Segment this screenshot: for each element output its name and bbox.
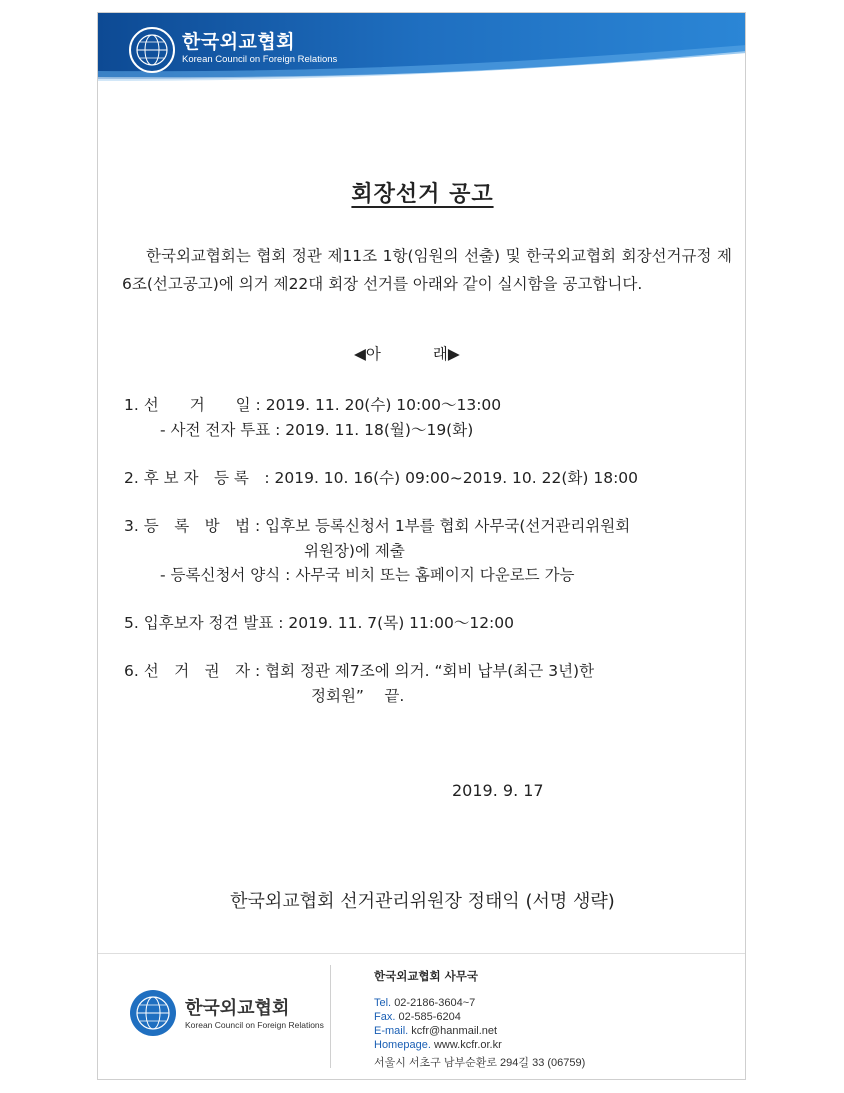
arae-heading (354, 342, 460, 364)
letterhead-banner (98, 13, 746, 97)
item-registration-method-cont: 위원장)에 제출 (304, 542, 405, 560)
fax-value: 02-585-6204 (398, 1011, 461, 1023)
contact-fax (374, 1011, 461, 1023)
footer-org-name: 한국외교협회 (185, 998, 290, 1019)
notice-date: 2019. 9. 17 (452, 781, 544, 800)
item-voters-cont: 정회원” 끝. (311, 687, 405, 705)
header-org-name: 한국외교협회 (182, 31, 296, 53)
notice-signer: 한국외교협회 선거관리위원장 정태익 (서명 생략) (230, 891, 615, 912)
arae-right: 래▶ (432, 345, 460, 363)
item-election-date: 1. 선 거 일 : 2019. 11. 20(수) 10:00～13:00 (124, 396, 502, 414)
homepage-label: Homepage. (374, 1039, 431, 1051)
item-voters: 6. 선 거 권 자 : 협회 정관 제7조에 의거. “회비 납부(최근 3년)한 (124, 662, 595, 680)
arae-left: ◀아 (354, 345, 381, 363)
item-registration-method: 3. 등 록 방 법 : 입후보 등록신청서 1부를 협회 사무국(선거관리위원회 (124, 517, 631, 535)
homepage-link[interactable]: www.kcfr.or.kr (433, 1039, 502, 1051)
notice-intro: 한국외교협회는 협회 정관 제11조 1항(임원의 선출) 및 한국외교협회 회장선거규정 제6조(선고공고)에 의거 제22대 회장 선거를 아래와 같이 실시함을 공고합니다. (122, 247, 732, 293)
footer-org-name-en: Korean Council on Foreign Relations (185, 1020, 324, 1030)
notice-title: 회장선거 공고 (351, 182, 494, 207)
tel-value: 02-2186-3604~7 (394, 997, 476, 1009)
notice-sheet (97, 12, 746, 1080)
header-org-name-en: Korean Council on Foreign Relations (182, 54, 338, 65)
contact-email (374, 1025, 497, 1037)
contact-tel (374, 997, 475, 1009)
fax-label: Fax. (374, 1011, 396, 1023)
globe-emblem-icon (128, 26, 176, 74)
item-candidate-registration: 2. 후 보 자 등 록 : 2019. 10. 16(수) 09:00~2019. 10. 22(화) 18:00 (124, 469, 639, 487)
footer-vertical-divider (330, 965, 331, 1068)
email-value[interactable]: kcfr@hanmail.net (411, 1025, 498, 1037)
footer-divider (98, 953, 746, 954)
contact-homepage (374, 1039, 502, 1051)
office-name: 한국외교협회 사무국 (374, 969, 478, 983)
item-registration-form: - 등록신청서 양식 : 사무국 비치 또는 홈페이지 다운로드 가능 (160, 566, 575, 584)
item-early-voting: - 사전 전자 투표 : 2019. 11. 18(월)～19(화) (160, 421, 474, 439)
footer-globe-emblem-icon (128, 988, 178, 1038)
email-label: E-mail. (374, 1025, 409, 1037)
tel-label: Tel. (374, 997, 392, 1009)
contact-address: 서울시 서초구 남부순환로 294길 33 (06759) (374, 1057, 586, 1069)
item-policy-presentation: 5. 입후보자 정견 발표 : 2019. 11. 7(목) 11:00～12:00 (124, 614, 515, 632)
